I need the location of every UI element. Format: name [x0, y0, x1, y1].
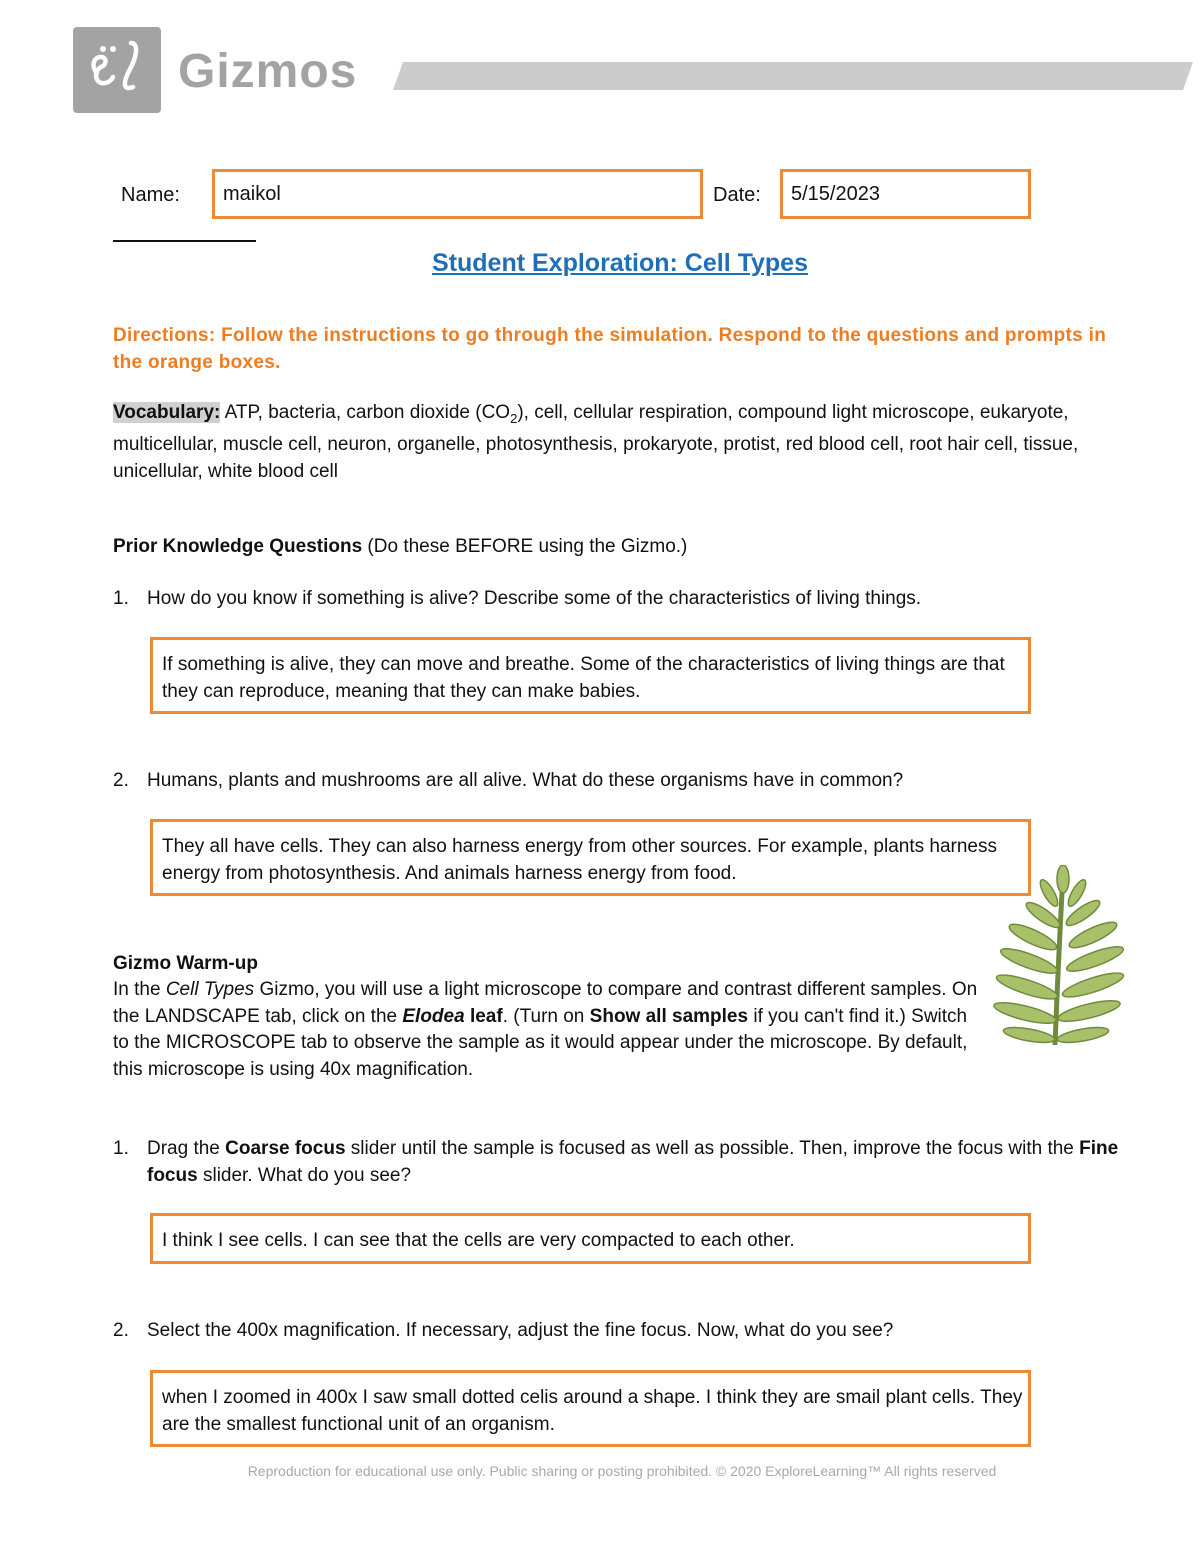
warmup-gizmo-name: Cell Types — [165, 979, 255, 1000]
prior-knowledge-note: (Do these BEFORE using the Gizmo.) — [362, 536, 688, 557]
warmup-leaf: leaf — [464, 1005, 503, 1027]
vocabulary-subscript: 2 — [510, 410, 518, 426]
answer-box[interactable]: If something is alive, they can move and breathe. Some of the characteristics of living things are that they can reproduce, meaning that they can make babies. — [150, 637, 1031, 714]
warmup-text-part: In the — [113, 979, 166, 1000]
date-value: 5/15/2023 — [791, 183, 880, 205]
question-text-part: slider. What do you see? — [197, 1164, 412, 1186]
prior-knowledge-heading — [113, 534, 687, 561]
logo — [73, 27, 161, 113]
coarse-focus-term: Coarse focus — [225, 1138, 346, 1159]
question-number: 1. — [113, 1138, 129, 1159]
brand-name: Gizmos — [178, 45, 358, 98]
answer-box[interactable]: when I zoomed in 400x I saw small dotted celis around a shape. I think they are smail plant cells. They are the smallest functional unit of an organism. — [150, 1370, 1031, 1447]
directions: Directions: Follow the instructions to go through the simulation. Respond to the questions and prompts in the orange boxes. — [113, 325, 1107, 373]
vocabulary-label: Vocabulary: — [113, 402, 221, 423]
question-text: Select the 400x magnification. If necessary, adjust the fine focus. Now, what do you see? — [147, 1320, 894, 1341]
name-field[interactable] — [212, 169, 703, 219]
warmup-text — [113, 977, 983, 1083]
name-underline — [113, 240, 256, 242]
question-number: 2. — [113, 770, 129, 791]
name-value: maikol — [223, 183, 281, 205]
warmup-heading: Gizmo Warm-up — [113, 953, 258, 974]
elodea-plant-icon — [985, 865, 1135, 1050]
name-label: Name: — [121, 184, 180, 206]
answer-box[interactable]: They all have cells. They can also harness energy from other sources. For example, plants harness energy from photosynthesis. And animals harness energy from food. — [150, 819, 1031, 896]
question-text: Humans, plants and mushrooms are all alive. What do these organisms have in common? — [147, 770, 904, 791]
question-text: How do you know if something is alive? Describe some of the characteristics of living things. — [147, 588, 922, 609]
date-label: Date: — [713, 184, 761, 206]
answer-box[interactable]: I think I see cells. I can see that the cells are very compacted to each other. — [150, 1213, 1031, 1264]
question-text — [147, 1136, 1137, 1189]
warmup-elodea: Elodea — [402, 1005, 465, 1027]
vocabulary — [113, 400, 1133, 485]
warmup-show-all-samples: Show all samples — [589, 1005, 749, 1027]
question-text-part: slider until the sample is focused as well as possible. Then, improve the focus with the — [345, 1138, 1080, 1159]
vocabulary-text-1: ATP, bacteria, carbon dioxide (CO — [220, 402, 511, 423]
explorelearning-el-logo-icon — [73, 27, 161, 113]
page-title: Student Exploration: Cell Types — [432, 249, 808, 277]
question-text-part: Drag the — [147, 1138, 226, 1159]
warmup-text-part: . (Turn on — [502, 1005, 590, 1027]
fine-focus-term: Fine focus — [147, 1138, 1119, 1186]
header-bar — [393, 62, 1193, 90]
date-field[interactable] — [780, 169, 1031, 219]
question-number: 2. — [113, 1320, 129, 1341]
warmup-text-part: Gizmo, you will use a light microscope to compare and contrast different samples. On the LANDSCAPE tab, click on the — [113, 979, 978, 1027]
vocabulary-text-2: ), cell, cellular respiration, compound light microscope, eukaryote, multicellular, muscle cell, neuron, organelle, photosynthesis, prokaryote, protist, red blood cell, root hair cell, tissue, unicellular, white blood cell — [113, 402, 1079, 482]
question-number: 1. — [113, 588, 129, 609]
prior-knowledge-title: Prior Knowledge Questions — [113, 536, 363, 557]
warmup-text-part: if you can't find it.) Switch to the MICROSCOPE tab to observe the sample as it would appear under the microscope. By default, this microscope is using 40x magnification. — [113, 1005, 968, 1080]
footer-copyright: Reproduction for educational use only. Public sharing or posting prohibited. © 2020 ExploreLearning™ All rights reserved — [247, 1463, 997, 1479]
